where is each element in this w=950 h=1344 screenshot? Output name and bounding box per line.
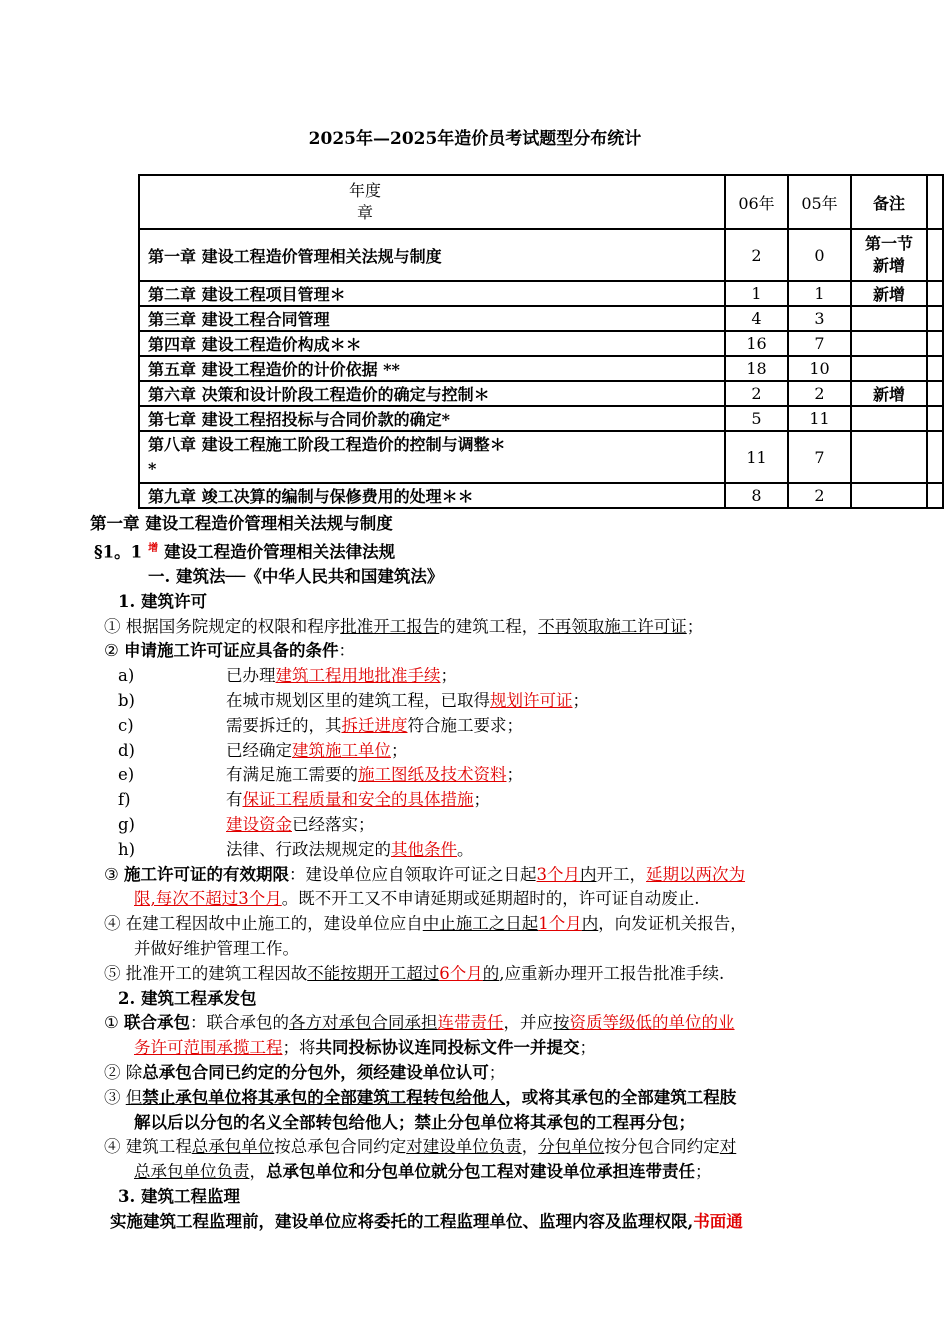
chapter-cell: 第七章 建设工程招投标与合同价款的确定* [139,406,725,431]
text-run: ② 除 [104,1063,143,1083]
header-year-label: 年度 [348,181,381,200]
text-run: ； [473,790,490,810]
note-cell [851,356,927,381]
note-line: 新增 [872,256,905,275]
table-row [139,406,943,431]
text-run: 联合承包 [124,1013,191,1033]
header-note: 备注 [851,175,927,229]
point-heading: 3. 建筑工程监理 [118,1187,240,1207]
value-05: 10 [788,356,851,381]
table-row [139,229,943,281]
extra-cell [927,406,943,431]
table-row [139,483,943,508]
text-run: 总承包合同已约定的分包外，须经建设单位认可 [142,1063,489,1083]
text-run: 保证工程质量和安全的具体措施 [242,790,474,810]
note-cell: 新增 [851,381,927,406]
paragraph [90,1011,870,1036]
document-title: 2025年—2025年造价员考试题型分布统计 [308,129,642,149]
paragraph-continued [90,1160,870,1185]
text-run: 已经落实； [292,815,375,835]
text-run: 建筑施工单位 [292,740,391,760]
text-run: 建筑工程用地批准手续 [275,666,441,686]
chapter-cell: 第四章 建设工程造价构成＊＊ [139,331,725,356]
text-run: 建设资金 [226,815,292,835]
text-run: 1个月 [538,914,582,934]
note-cell [851,431,927,483]
text-run: 的建筑工程， [439,616,539,636]
value-05: 2 [788,483,851,508]
text-run: ：联合承包的 [190,1013,290,1033]
chapter-cell: 第六章 决策和设计阶段工程造价的确定与控制＊ [139,381,725,406]
text-run: 但 [125,1087,143,1107]
note-cell [851,229,927,281]
text-run: ； [686,616,704,636]
value-05: 3 [788,306,851,331]
value-06: 18 [725,356,788,381]
text-run: 符合施工要求； [407,715,523,735]
text-run: ； [506,765,523,785]
extra-cell [927,381,943,406]
text-run: ③ [104,1087,126,1107]
text-run: 批准开工报告 [340,616,440,636]
text-run: 连带责任 [437,1013,504,1033]
text-run: ， [249,1162,266,1182]
text-run: ④ 在建工程因故中止施工的，建设单位应自 [104,914,423,934]
note-cell [851,483,927,508]
condition-item [90,689,870,714]
text-run: 3个月 [536,864,581,884]
text-run: 延期以两次为 [646,864,746,884]
value-05: 1 [788,281,851,306]
text-run: ；将 [282,1038,316,1058]
value-06: 2 [725,381,788,406]
text-run: ，向发证机关报告， [598,914,747,934]
extra-cell [927,431,943,483]
text-run: 其他条件 [391,839,457,859]
text-run: ； [695,1162,712,1182]
value-05: 7 [788,331,851,356]
condition-label: c) [118,715,134,735]
document-body [90,512,870,1235]
header-05: 05年 [788,175,851,229]
condition-item [90,763,870,788]
extra-cell [927,281,943,306]
text-run: ： [338,641,356,661]
text-run: 拆迁进度 [341,715,408,735]
text-run: 在城市规划区里的建筑工程，已取得 [226,691,490,711]
extra-cell [927,331,943,356]
chapter-cell: 第五章 建设工程造价的计价依据 ** [139,356,725,381]
header-chapter-label: 章 [356,203,373,222]
condition-label: a) [118,666,135,686]
chapter-line: 第八章 建设工程施工阶段工程造价的控制与调整＊ [148,435,506,454]
text-run: ， [521,1137,539,1157]
paragraph [90,1061,870,1086]
paragraph-continued [90,887,870,912]
text-run: 施工许可证的有效期限 [124,864,290,884]
text-run: 有 [226,790,243,810]
text-run: 不再领取施工许可证 [538,616,687,636]
value-06: 16 [725,331,788,356]
text-run: 有满足施工需要的 [226,765,358,785]
text-run: 资质等级低的单位的业 [569,1013,735,1033]
text-run: 已办理 [226,666,276,686]
table-row [139,331,943,356]
table-row [139,306,943,331]
condition-label: e) [118,765,135,785]
text-run: 。 [457,839,474,859]
text-run: ① 根据国务院规定的权限和程序 [104,616,341,636]
text-run: 不能按期开工超过 [307,963,440,983]
point-heading: 2. 建筑工程承发包 [118,988,257,1008]
text-run: 的 [482,963,500,983]
header-corner-cell [139,175,725,229]
paragraph [90,1086,870,1111]
condition-label: b) [118,691,135,711]
paragraph [90,912,870,937]
note-cell [851,406,927,431]
chapter-cell: 第三章 建设工程合同管理 [139,306,725,331]
header-06: 06年 [725,175,788,229]
text-run: 分包单位 [538,1137,605,1157]
text-run: ，或将其承包的全部建筑工程肢 [505,1087,737,1107]
paragraph [90,863,870,888]
condition-label: f) [118,790,131,810]
section-number: §1。1 [94,542,143,562]
condition-label: h) [118,839,136,859]
text-run: 规划许可证 [490,691,573,711]
chapter-cell: 第一章 建设工程造价管理相关法规与制度 [139,229,725,281]
text-run: 实施建筑工程监理前，建设单位应将委托的工程监理单位、监理内容及监理权限, [110,1211,694,1231]
paragraph-continued: 并做好维护管理工作。 [134,939,299,959]
value-06: 4 [725,306,788,331]
condition-label: d) [118,740,135,760]
paragraph-continued: 解以后以分包的名义全部转包给他人；禁止分包单位将其承包的工程再分包； [134,1112,695,1132]
text-run: ① [104,1013,125,1033]
extra-cell [927,229,943,281]
table-row [139,281,943,306]
text-run: 中止施工之日起 [422,914,539,934]
chapter-cell: 第二章 建设工程项目管理＊ [139,281,725,306]
value-06: 8 [725,483,788,508]
value-06: 5 [725,406,788,431]
text-run: 书面通 [693,1211,743,1231]
text-run: ② [104,641,125,661]
table-row [139,381,943,406]
text-run: ； [572,691,589,711]
value-05: 11 [788,406,851,431]
text-run: 已经确定 [226,740,292,760]
paragraph [90,1135,870,1160]
text-run: ； [391,740,408,760]
value-05: 2 [788,381,851,406]
value-06: 2 [725,229,788,281]
table-header-row [139,175,943,229]
text-run: ； [488,1063,506,1083]
text-run: ③ [104,864,125,884]
paragraph [90,1210,870,1235]
extra-cell [927,483,943,508]
header-extra-cell [927,175,943,229]
point-heading: 1. 建筑许可 [118,591,207,611]
text-run: 法律、行政法规规定的 [226,839,391,859]
text-run: 开工， [596,864,647,884]
text-run: ； [440,666,457,686]
value-06: 1 [725,281,788,306]
condition-item [90,788,870,813]
text-run: ⑤ 批准开工的建筑工程因故 [104,963,308,983]
condition-item [90,838,870,863]
text-run: 禁止承包单位将其承包的全部建筑工程转包给他人 [142,1087,506,1107]
text-run: 。既不开工又不申请延期或延期超时的，许可证自动废止. [281,889,700,909]
text-run: ,应重新办理开工报告批准手续. [499,963,725,983]
paragraph-continued [90,1036,870,1061]
text-run: ； [579,1038,596,1058]
text-run: 按 [553,1013,570,1033]
text-run: ：建设单位应自领取许可证之日起 [289,864,537,884]
exam-distribution-table [138,174,944,509]
text-run: 内 [580,864,597,884]
text-run: 按分包合同约定 [604,1137,720,1157]
text-run: 6个月 [439,963,483,983]
section-new-mark: 增 [148,542,159,554]
chapter-cell: 第九章 竣工决算的编制与保修费用的处理＊＊ [139,483,725,508]
note-cell [851,306,927,331]
condition-item [90,714,870,739]
text-run: 施工图纸及技术资料 [358,765,507,785]
value-05: 0 [788,229,851,281]
text-run: 务许可范围承揽工程 [134,1038,283,1058]
note-cell [851,331,927,356]
paragraph [90,639,870,664]
condition-item [90,813,870,838]
text-run: ④ 建筑工程 [104,1137,192,1157]
text-run: 共同投标协议连同投标文件一并提交 [315,1038,580,1058]
text-run: 总承包单位负责 [134,1162,250,1182]
chapter-heading: 第一章 建设工程造价管理相关法规与制度 [90,514,393,533]
text-run: 各方对承包合同承担 [289,1013,438,1033]
condition-item [90,664,870,689]
table-row [139,431,943,483]
table-row [139,356,943,381]
text-run: 总承包单位和分包单位就分包工程对建设单位承担连带责任 [266,1162,695,1182]
paragraph [90,615,870,640]
text-run: 对 [719,1137,737,1157]
extra-cell [927,306,943,331]
section-heading [90,537,870,565]
chapter-line: * [148,459,157,478]
text-run: 申请施工许可证应具备的条件 [124,641,339,661]
condition-label: g) [118,815,135,835]
note-line: 第一节 [864,234,913,253]
text-run: 内 [581,914,599,934]
text-run: 对建设单位负责 [406,1137,522,1157]
note-cell: 新增 [851,281,927,306]
text-run: 按总承包合同约定 [274,1137,407,1157]
subsection-heading: 一. 建筑法──《中华人民共和国建筑法》 [148,567,444,587]
text-run: 总承包单位 [191,1137,275,1157]
paragraph [90,962,870,987]
condition-item [90,739,870,764]
chapter-cell [139,431,725,483]
text-run: 需要拆迁的，其 [226,715,342,735]
value-05: 7 [788,431,851,483]
section-title: 建设工程造价管理相关法律法规 [164,542,396,562]
value-06: 11 [725,431,788,483]
text-run: 限,每次不超过3个月 [134,889,282,909]
text-run: ，并应 [503,1013,554,1033]
extra-cell [927,356,943,381]
